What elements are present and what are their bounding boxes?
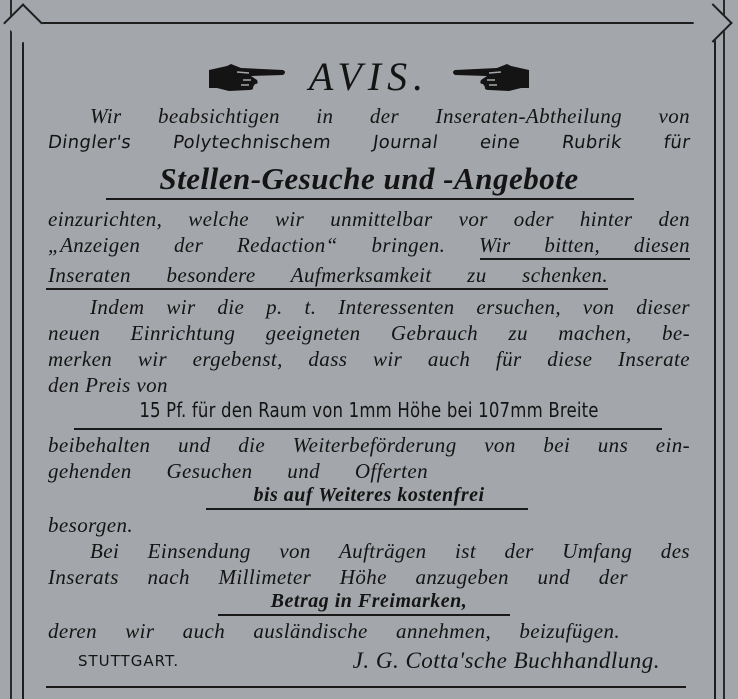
heading-underline — [106, 198, 634, 200]
intro-line-2: Dingler's Polytechnischem Journal eine Rubrik für — [46, 132, 692, 153]
para2-line-2: neuen Einrichtung geeigneten Gebrauch zu machen, be- — [48, 321, 690, 345]
price-line: 15 Pf. für den Raum von 1mm Höhe bei 107mm Breite — [139, 398, 599, 422]
free-of-charge-line: bis auf Weiteres kostenfrei — [253, 484, 485, 506]
footer-publisher: J. G. Cotta'sche Buchhandlung. — [352, 648, 660, 673]
para2-line-1: Indem wir die p. t. Interessenten ersuchen, von dieser — [90, 295, 690, 319]
stamps-underline — [218, 614, 510, 616]
pointing-hand-left-icon — [451, 60, 531, 94]
title-row — [48, 54, 690, 102]
pointing-hand-right-icon — [207, 60, 287, 94]
para3-line-2: gehenden Gesuchen und Offerten — [48, 459, 428, 483]
page-edge-line-right — [723, 0, 725, 699]
page-edge-line-left — [10, 0, 12, 699]
para1-line-2: „Anzeigen der Redaction“ bringen. Wir bitten, diesen — [48, 233, 690, 257]
para4-line-2: Inserats nach Millimeter Höhe anzugeben und der — [48, 565, 628, 589]
price-underline — [74, 428, 662, 430]
para1-underline-b — [46, 288, 608, 290]
section-heading: Stellen-Gesuche und -Angebote — [159, 161, 579, 196]
intro-line-1: Wir beabsichtigen in der Inseraten-Abtheilung von — [90, 104, 690, 128]
para4-line-1: Bei Einsendung von Aufträgen ist der Umfang des — [90, 539, 690, 563]
para3-line-3: besorgen. — [48, 513, 134, 537]
para2-line-4: den Preis von — [48, 373, 168, 397]
free-underline — [206, 508, 528, 510]
para3-line-1: beibehalten und die Weiterbeförderung von bei uns ein- — [48, 433, 690, 457]
para1-line-1: einzurichten, welche wir unmittelbar vor oder hinter den — [48, 207, 690, 231]
footer-city: STUTTGART. — [78, 652, 180, 670]
para1-line-3: Inseraten besondere Aufmerksamkeit zu schenken. — [48, 263, 608, 287]
notice-title: AVIS. — [308, 54, 430, 99]
stamps-line: Betrag in Freimarken, — [270, 590, 468, 612]
para2-line-3: merken wir ergebenst, dass wir auch für diese Inserate — [48, 347, 690, 371]
para1-underline-a — [480, 258, 690, 260]
para4-line-3: deren wir auch ausländische annehmen, beizufügen. — [48, 619, 620, 643]
bottom-rule — [46, 686, 686, 688]
